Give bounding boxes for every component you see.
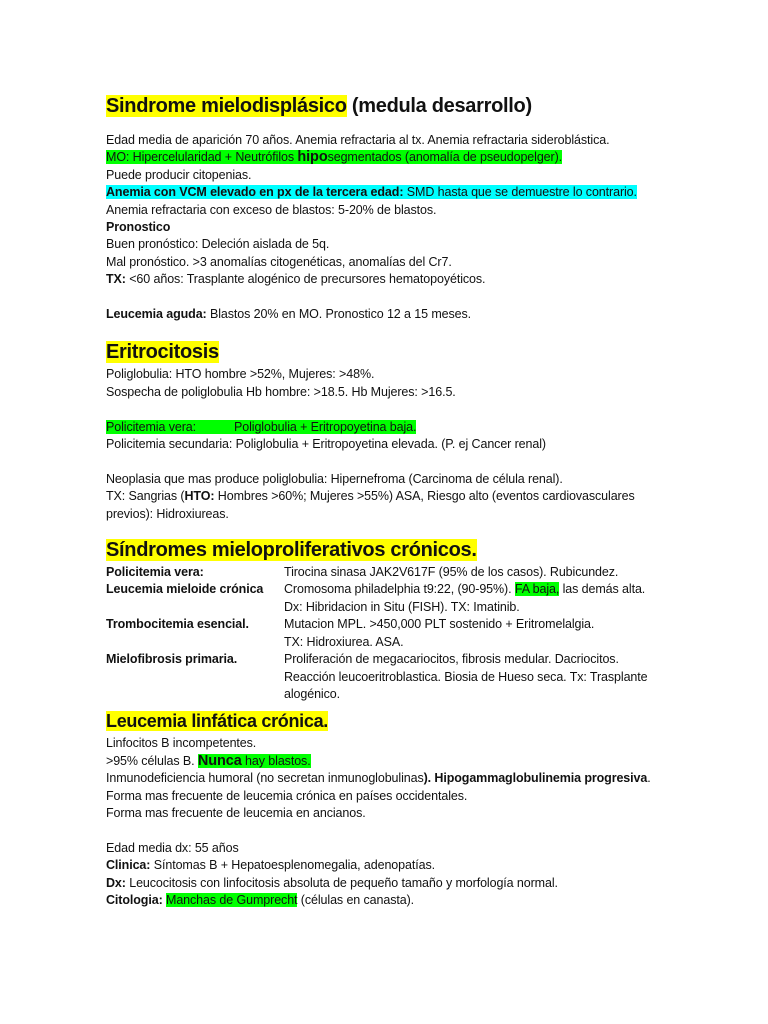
text-line: Inmunodeficiencia humoral (no secretan inmunoglobulinas). Hipogammaglobulinemia progresiva.	[106, 771, 651, 786]
text-line: Citologia: Manchas de Gumprecht (células en canasta).	[106, 892, 415, 907]
heading-leucemia-linfatica-cronica: Leucemia linfática crónica.	[106, 711, 328, 732]
row-value: Mutacion MPL. >450,000 PLT sostenido + Eritromelalgia. TX: Hidroxiurea. ASA.	[284, 617, 595, 649]
green-highlight: Manchas de Gumprecht	[166, 892, 298, 907]
text-line: Clinica: Síntomas B + Hepatoesplenomegalia, adenopatías.	[106, 858, 435, 873]
text-line: Dx: Leucocitosis con linfocitosis absoluta de pequeño tamaño y morfología normal.	[106, 875, 558, 890]
text-line: Policitemia secundaria: Poliglobulia + Eritropoyetina elevada. (P. ej Cancer renal)	[106, 437, 546, 452]
text-line: Poliglobulia: HTO hombre >52%, Mujeres: >48%.	[106, 367, 375, 382]
text-line: previos): Hidroxiureas.	[106, 506, 229, 521]
text-line: Edad media de aparición 70 años. Anemia refractaria al tx. Anemia refractaria sideroblástica.	[106, 133, 610, 147]
green-highlight: Policitemia vera: Poliglobulia + Eritropoyetina baja.	[106, 419, 417, 434]
text-line	[106, 184, 726, 201]
row-label: Trombocitemia esencial.	[106, 617, 249, 632]
row-label: Leucemia mieloide crónica	[106, 582, 264, 597]
row-value: Proliferación de megacariocitos, fibrosis medular. Dacriocitos. Reacción leucoeritroblastica. Biosia de Hueso seca. Tx: Trasplante alogénico.	[284, 652, 648, 701]
document-content	[106, 92, 726, 909]
mieloproliferativos-table	[106, 564, 666, 703]
green-highlight: FA baja,	[514, 582, 560, 597]
row-label: Policitemia vera:	[106, 565, 204, 580]
text-line: Leucemia aguda: Blastos 20% en MO. Pronostico 12 a 15 meses.	[106, 307, 472, 322]
table-row	[106, 564, 666, 581]
heading-sindrome-mielodisplasico	[106, 92, 726, 120]
cyan-highlight: Anemia con VCM elevado en px de la tercera edad: SMD hasta que se demuestre lo contrario.	[106, 185, 637, 200]
green-highlight: MO: Hipercelularidad + Neutrófilos hiposegmentados (anomalía de pseudopelger).	[106, 149, 563, 166]
emphasis-hipo: hipo	[297, 149, 328, 166]
text-line: Sospecha de poliglobulia Hb hombre: >18.5. Hb Mujeres: >16.5.	[106, 384, 456, 399]
text-line: >95% células B. Nunca hay blastos.	[106, 752, 311, 769]
text-line: Mal pronóstico. >3 anomalías citogenéticas, anomalías del Cr7.	[106, 254, 452, 269]
text-line: Neoplasia que mas produce poliglobulia: Hipernefroma (Carcinoma de célula renal).	[106, 471, 563, 486]
heading-rest: (medula desarrollo)	[346, 95, 532, 117]
text-line: Edad media dx: 55 años	[106, 840, 239, 855]
text-line: TX: Sangrias (HTO: Hombres >60%; Mujeres >55%) ASA, Riesgo alto (eventos cardiovasculares	[106, 489, 635, 504]
text-line	[106, 149, 726, 166]
heading-sindromes-mieloproliferativos: Síndromes mieloproliferativos crónicos.	[106, 539, 477, 562]
subheading-pronostico: Pronostico	[106, 220, 171, 235]
row-value: Cromosoma philadelphia t9:22, (90-95%). FA baja, las demás alta. Dx: Hibridacion in Situ (FISH). TX: Imatinib.	[284, 582, 646, 614]
text-line	[106, 419, 726, 436]
text-line: Buen pronóstico: Deleción aislada de 5q.	[106, 237, 330, 252]
text-line: Linfocitos B incompetentes.	[106, 736, 257, 751]
table-row	[106, 581, 666, 616]
row-value: Tirocina sinasa JAK2V617F (95% de los casos). Rubicundez.	[284, 565, 619, 580]
text-line: Forma mas frecuente de leucemia en ancianos.	[106, 805, 366, 820]
text-line: Forma mas frecuente de leucemia crónica en países occidentales.	[106, 788, 468, 803]
text-line: Anemia refractaria con exceso de blastos: 5-20% de blastos.	[106, 202, 437, 217]
heading-eritrocitosis: Eritrocitosis	[106, 341, 219, 364]
text-line: TX: <60 años: Trasplante alogénico de precursores hematopoyéticos.	[106, 272, 486, 287]
table-row	[106, 651, 666, 703]
table-row	[106, 616, 666, 651]
text-line: Puede producir citopenias.	[106, 167, 252, 182]
heading-highlight: Sindrome mielodisplásico	[106, 95, 347, 117]
row-label: Mielofibrosis primaria.	[106, 652, 238, 667]
green-highlight: Nunca hay blastos.	[197, 752, 311, 769]
